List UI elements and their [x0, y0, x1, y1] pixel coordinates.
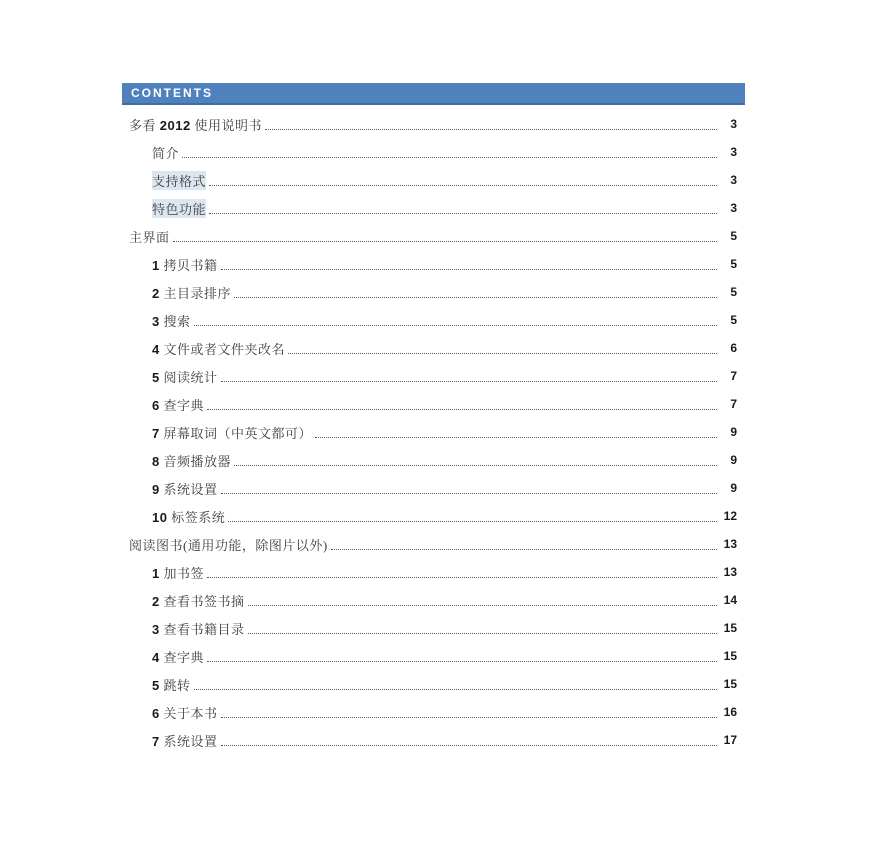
toc-entry-label: 特色功能	[152, 199, 206, 218]
toc-entry[interactable]	[122, 166, 745, 194]
toc-page-number: 3	[730, 173, 737, 187]
toc-entry[interactable]	[122, 222, 745, 250]
toc-page-number: 9	[730, 481, 737, 495]
dotted-leader	[207, 566, 717, 578]
toc-entry[interactable]	[122, 250, 745, 278]
toc-page-number: 17	[723, 733, 737, 747]
toc-entry-label: 3 查看书籍目录	[152, 621, 245, 637]
toc-page-number: 3	[730, 145, 737, 159]
toc-page-number: 5	[730, 257, 737, 271]
toc-entry[interactable]	[122, 670, 745, 698]
toc-entry-label: 6 关于本书	[152, 705, 218, 721]
toc-page-number: 13	[723, 565, 737, 579]
toc-page-number: 13	[723, 537, 737, 551]
dotted-leader	[209, 202, 717, 214]
toc-page-number: 9	[730, 453, 737, 467]
toc-entry[interactable]	[122, 110, 745, 138]
dotted-leader	[228, 510, 717, 522]
dotted-leader	[248, 594, 718, 606]
toc-entry[interactable]	[122, 334, 745, 362]
toc-entry[interactable]	[122, 446, 745, 474]
dotted-leader	[221, 370, 718, 382]
toc-entry-label: 4 查字典	[152, 649, 204, 665]
toc-entry[interactable]	[122, 306, 745, 334]
dotted-leader	[234, 454, 717, 466]
dotted-leader	[182, 146, 717, 158]
toc-entry-label: 5 阅读统计	[152, 369, 218, 385]
toc-page-number: 3	[730, 201, 737, 215]
dotted-leader	[221, 706, 718, 718]
dotted-leader	[221, 482, 718, 494]
toc-entry[interactable]	[122, 726, 745, 754]
toc-entry-label: 9 系统设置	[152, 481, 218, 497]
toc-page-number: 12	[723, 509, 737, 523]
toc-page-number: 15	[723, 649, 737, 663]
dotted-leader	[207, 650, 717, 662]
toc-entry-label: 5 跳转	[152, 677, 191, 693]
toc-page-number: 16	[723, 705, 737, 719]
toc-entry-label: 10 标签系统	[152, 509, 226, 525]
dotted-leader	[234, 286, 717, 298]
toc-entry[interactable]	[122, 614, 745, 642]
dotted-leader	[265, 118, 717, 130]
toc-entry-label: 支持格式	[152, 171, 206, 190]
toc-entry[interactable]	[122, 390, 745, 418]
dotted-leader	[209, 174, 717, 186]
toc-entry[interactable]	[122, 278, 745, 306]
toc-entry-label: 1 拷贝书籍	[152, 257, 218, 273]
toc-page-number: 5	[730, 229, 737, 243]
toc-entry[interactable]	[122, 474, 745, 502]
document-page	[122, 83, 745, 754]
dotted-leader	[207, 398, 717, 410]
toc-entry[interactable]	[122, 194, 745, 222]
dotted-leader	[194, 314, 718, 326]
toc-page-number: 5	[730, 285, 737, 299]
toc-entry-label: 简介	[152, 145, 180, 161]
toc-entry[interactable]	[122, 586, 745, 614]
dotted-leader	[194, 678, 718, 690]
toc-page-number: 15	[723, 677, 737, 691]
dotted-leader	[173, 230, 717, 242]
toc-entry-label: 6 查字典	[152, 397, 204, 413]
dotted-leader	[248, 622, 718, 634]
dotted-leader	[288, 342, 717, 354]
toc-entry-label: 阅读图书(通用功能，除图片以外)	[129, 537, 328, 553]
toc-entry[interactable]	[122, 138, 745, 166]
dotted-leader	[315, 426, 717, 438]
toc-entry[interactable]	[122, 642, 745, 670]
toc-entry-label: 3 搜索	[152, 313, 191, 329]
toc-entry-label: 4 文件或者文件夹改名	[152, 341, 285, 357]
toc-entry[interactable]	[122, 502, 745, 530]
toc-page-number: 5	[730, 313, 737, 327]
toc-page-number: 7	[730, 369, 737, 383]
toc-entry-label: 7 屏幕取词（中英文都可）	[152, 425, 312, 441]
toc-page-number: 7	[730, 397, 737, 411]
toc-page-number: 9	[730, 425, 737, 439]
toc-entry-label: 2 主目录排序	[152, 285, 231, 301]
toc-page-number: 6	[730, 341, 737, 355]
toc-page-number: 3	[730, 117, 737, 131]
toc-entry[interactable]	[122, 558, 745, 586]
toc-entry[interactable]	[122, 530, 745, 558]
toc-entry-label: 1 加书签	[152, 565, 204, 581]
toc-entry-label: 8 音频播放器	[152, 453, 231, 469]
contents-header-bar	[122, 83, 745, 105]
toc-entry-label: 多看 2012 使用说明书	[129, 117, 262, 133]
toc-page-number: 14	[723, 593, 737, 607]
toc-entry[interactable]	[122, 698, 745, 726]
toc-entry-label: 2 查看书签书摘	[152, 593, 245, 609]
toc-entry-label: 7 系统设置	[152, 733, 218, 749]
dotted-leader	[221, 734, 718, 746]
contents-title: CONTENTS	[131, 86, 213, 100]
dotted-leader	[331, 538, 717, 550]
dotted-leader	[221, 258, 718, 270]
toc-entry[interactable]	[122, 418, 745, 446]
table-of-contents	[122, 110, 745, 754]
toc-page-number: 15	[723, 621, 737, 635]
toc-entry[interactable]	[122, 362, 745, 390]
toc-entry-label: 主界面	[129, 229, 170, 245]
